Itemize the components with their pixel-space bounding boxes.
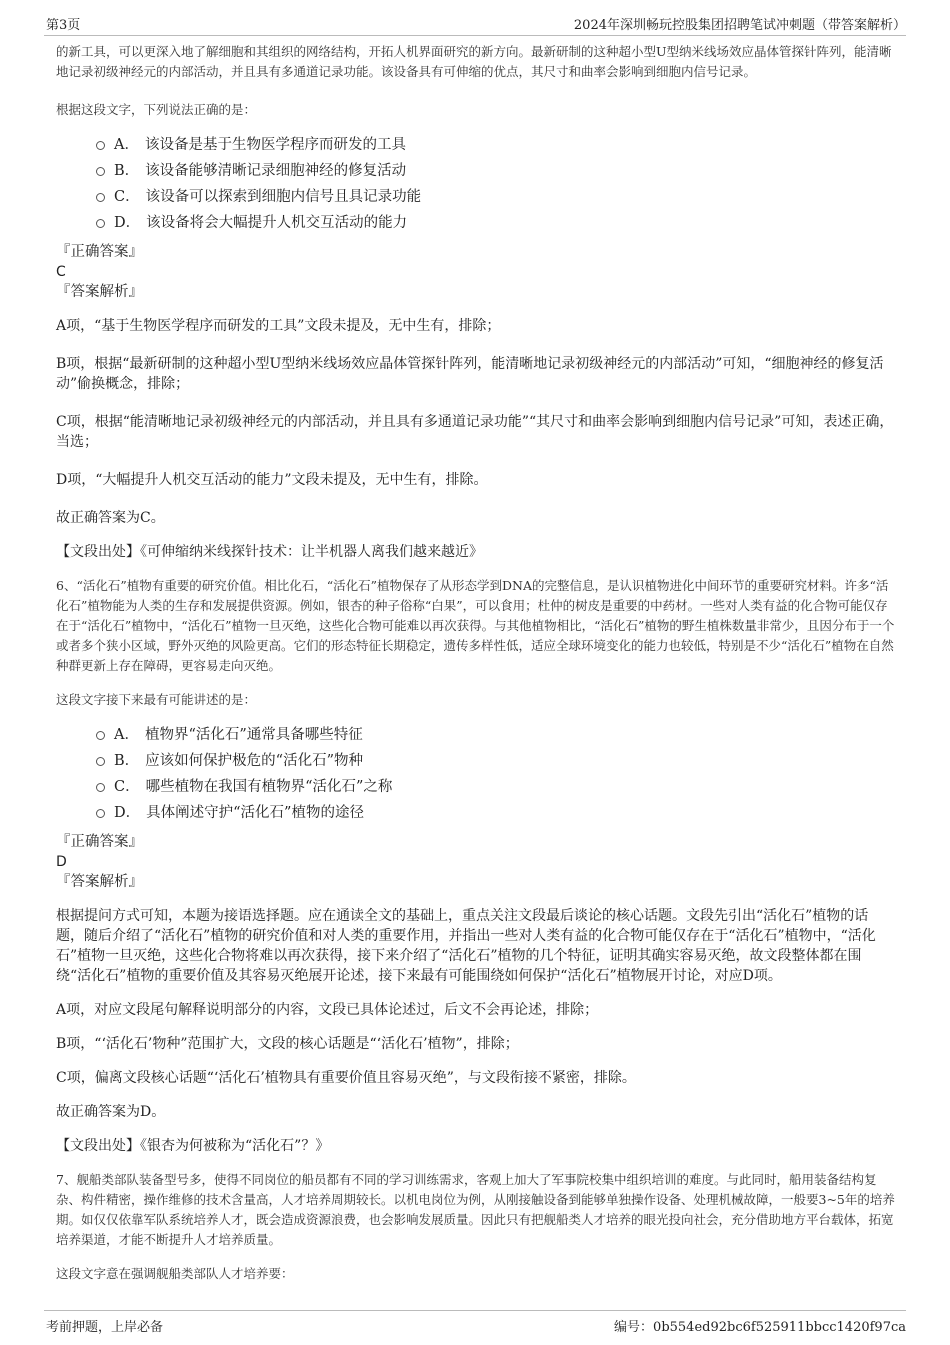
radio-icon[interactable] (96, 757, 105, 766)
radio-icon[interactable] (96, 167, 105, 176)
radio-icon[interactable] (96, 219, 105, 228)
footer-slogan: 考前押题，上岸必备 (46, 1320, 164, 1335)
radio-icon[interactable] (96, 141, 105, 150)
q5-option-b[interactable]: B． 该设备能够清晰记录细胞神经的修复活动 (96, 156, 896, 182)
q6-option-d[interactable]: D． 具体阐述守护“活化石”植物的途径 (96, 798, 896, 824)
page-content (56, 42, 896, 1284)
page-number: 第3页 (46, 18, 81, 33)
radio-icon[interactable] (96, 783, 105, 792)
q6-analysis-c: C项，偏离文段核心话题“‘活化石’植物具有重要价值且容易灭绝”，与文段衔接不紧密，排除。 (56, 1070, 636, 1086)
q5-analysis-b: B项，根据“最新研制的这种超小型U型纳米线场效应晶体管探针阵列，能清晰地记录初级神经元的内部活动”可知，“细胞神经的修复活动”偷换概念，排除； (56, 356, 884, 392)
q5-passage: 的新工具，可以更深入地了解细胞和其组织的网络结构，开拓人机界面研究的新方向。最新研制的这种超小型U型纳米线场效应晶体管探针阵列，能清晰地记录初级神经元的内部活动，并且具有多通道记录功能。该设备具有可伸缩的优点，其尺寸和曲率会影响到细胞内信号记录。 (56, 44, 892, 79)
q6-analysis-label: 『答案解析』 (56, 874, 143, 890)
document-title: 2024年深圳畅玩控股集团招聘笔试冲刺题（带答案解析） (573, 18, 906, 33)
radio-icon[interactable] (96, 809, 105, 818)
q5-option-c[interactable]: C． 该设备可以探索到细胞内信号且具记录功能 (96, 182, 896, 208)
q6-answer-label: 『正确答案』 (56, 834, 143, 850)
q6-conclusion: 故正确答案为D。 (56, 1104, 166, 1120)
radio-icon[interactable] (96, 193, 105, 202)
footer-code: 编号：0b554ed92bc6f525911bbcc1420f97ca (614, 1320, 906, 1335)
q5-analysis-c: C项，根据“能清晰地记录初级神经元的内部活动，并且具有多通道记录功能”“其尺寸和曲率会影响到细胞内信号记录”可知，表述正确，当选； (56, 414, 894, 450)
q5-analysis-a: A项，“基于生物医学程序而研发的工具”文段未提及，无中生有，排除； (56, 318, 501, 334)
q5-answer: C (56, 264, 66, 280)
q6-source: 【文段出处】《银杏为何被称为“活化石”？》 (56, 1138, 330, 1154)
q7-passage: 7、舰船类部队装备型号多，使得不同岗位的船员都有不同的学习训练需求，客观上加大了军事院校集中组织培训的难度。与此同时，船用装备结构复杂、构件精密，操作维修的技术含量高，人才培养周期较长。以机电岗位为例，从刚接触设备到能够单独操作设备、处理机械故障，一般要3~5年的培养期。如仅仅依靠军队系统培养人才，既会造成资源浪费，也会影响发展质量。因此只有把舰船类人才培养的眼光投向社会，充分借助地方平台载体，拓宽培养渠道，才能不断提升人才培养质量。 (56, 1172, 895, 1247)
q5-analysis-d: D项，“大幅提升人机交互活动的能力”文段未提及，无中生有，排除。 (56, 472, 488, 488)
radio-icon[interactable] (96, 731, 105, 740)
header-divider (44, 35, 906, 36)
q6-analysis-main: 根据提问方式可知，本题为接语选择题。应在通读全文的基础上，重点关注文段最后谈论的核心话题。文段先引出“活化石”植物的话题，随后介绍了“活化石”植物的研究价值和对人类的重要作用，并指出一些对人类有益的化合物可能仅存在于“活化石”植物中，“活化石”植物一旦灭绝，这些化合物将难以再次获得，接下来介绍了“活化石”植物的几个特征，证明其确实容易灭绝，故文段整体都在围绕“活化石”植物的重要价值及其容易灭绝展开论述，接下来最有可能围绕如何保护“活化石”植物展开讨论，对应D项。 (56, 908, 876, 984)
q6-passage: 6、“活化石”植物有重要的研究价值。相比化石，“活化石”植物保存了从形态学到DNA的完整信息，是认识植物进化中间环节的重要研究材料。许多“活化石”植物能为人类的生存和发展提供资源。例如，银杏的种子俗称“白果”，可以食用；杜仲的树皮是重要的中药材。一些对人类有益的化合物可能仅存在于“活化石”植物中，“活化石”植物一旦灭绝，这些化合物可能难以再次获得。与其他植物相比，“活化石”植物的野生植株数量非常少，且因分布于一个或者多个狭小区域，野外灭绝的风险更高。它们的形态特征长期稳定，遗传多样性低，适应全球环境变化的能力也较低，特别是不少“活化石”植物在自然种群更新上存在障碍，更容易走向灭绝。 (56, 578, 895, 673)
q5-answer-label: 『正确答案』 (56, 244, 143, 260)
q5-option-d[interactable]: D． 该设备将会大幅提升人机交互活动的能力 (96, 208, 896, 234)
q5-conclusion: 故正确答案为C。 (56, 510, 165, 526)
q6-option-c[interactable]: C． 哪些植物在我国有植物界“活化石”之称 (96, 772, 896, 798)
q6-analysis-b: B项，“‘活化石’物种”范围扩大，文段的核心话题是“‘活化石’植物”，排除； (56, 1036, 519, 1052)
q6-option-a[interactable]: A． 植物界“活化石”通常具备哪些特征 (96, 720, 896, 746)
q5-options (96, 130, 896, 234)
q6-options (96, 720, 896, 824)
q6-option-b[interactable]: B． 应该如何保护极危的“活化石”物种 (96, 746, 896, 772)
q5-option-a[interactable]: A． 该设备是基于生物医学程序而研发的工具 (96, 130, 896, 156)
page-header (0, 0, 950, 36)
q5-analysis-label: 『答案解析』 (56, 284, 143, 300)
q5-source: 【文段出处】《可伸缩纳米线探针技术：让半机器人离我们越来越近》 (56, 544, 483, 560)
q7-question: 这段文字意在强调舰船类部队人才培养要： (56, 1266, 294, 1281)
q6-analysis-a: A项，对应文段尾句解释说明部分的内容，文段已具体论述过，后文不会再论述，排除； (56, 1002, 599, 1018)
q5-question: 根据这段文字，下列说法正确的是： (56, 102, 257, 117)
q6-answer: D (56, 854, 67, 870)
footer-divider (44, 1310, 906, 1311)
q6-question: 这段文字接下来最有可能讲述的是： (56, 692, 257, 707)
